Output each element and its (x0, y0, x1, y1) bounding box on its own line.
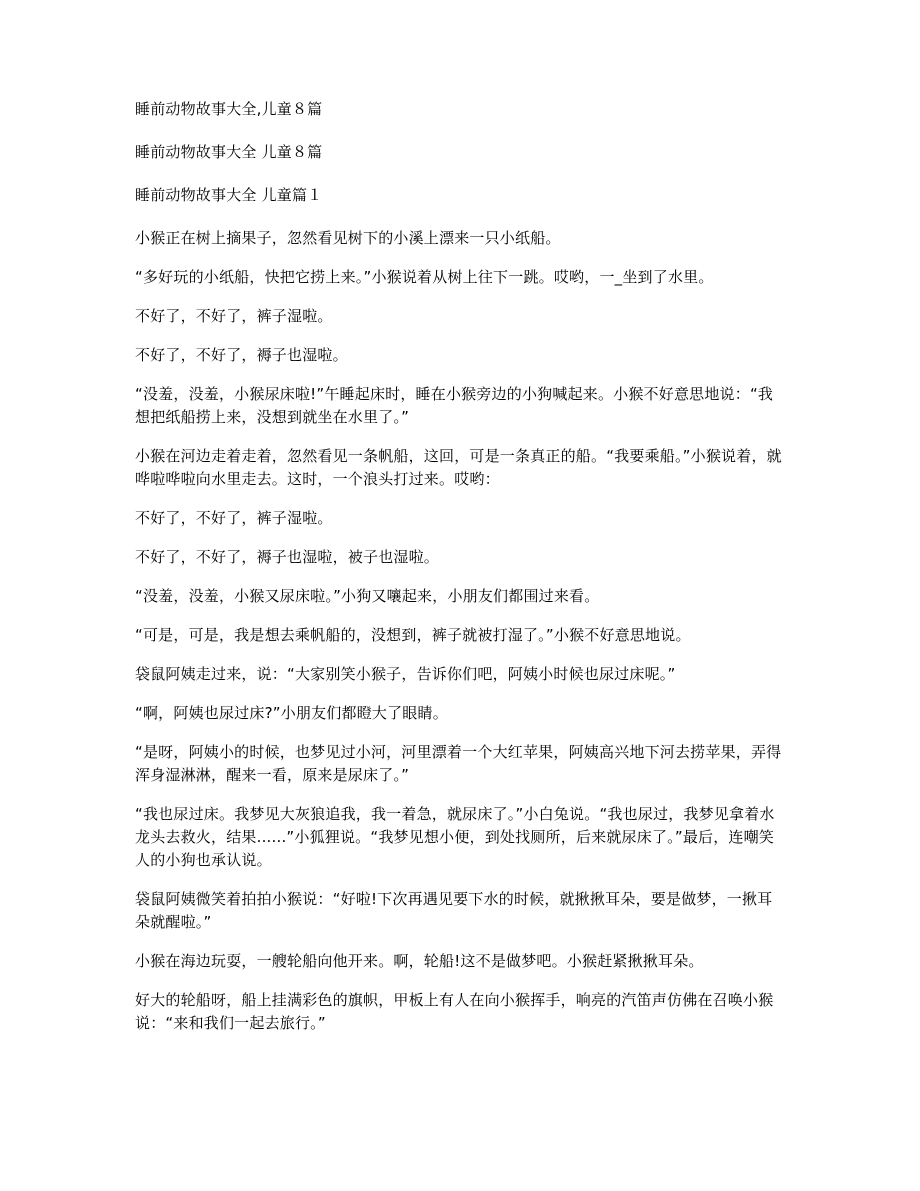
paragraph: “没羞，没羞，小猴又尿床啦。”小狗又嚷起来，小朋友们都围过来看。 (135, 587, 600, 605)
paragraph: “我也尿过床。我梦见大灰狼追我，我一着急，就尿床了。”小白兔说。“我也尿过，我梦见拿着水龙头去救火，结果......”小狐狸说。“我梦见想小便，到处找厕所，后来就尿床了。”最后，连嘲笑人的小狗也承认说。 (135, 805, 775, 869)
paragraph: 不好了，不好了，裤子湿啦。 (135, 509, 333, 527)
document-title: 睡前动物故事大全,儿童８篇 (135, 100, 323, 118)
document-subtitle: 睡前动物故事大全 儿童８篇 (135, 143, 323, 161)
paragraph: 不好了，不好了，裤子湿啦。 (135, 307, 333, 325)
paragraph: 袋鼠阿姨走过来，说：“大家别笑小猴子，告诉你们吧，阿姨小时候也尿过床呢。” (135, 665, 676, 683)
paragraph: 小猴在河边走着走着，忽然看见一条帆船，这回，可是一条真正的船。“我要乘船。”小猴说着，就哗啦哗啦向水里走去。这时，一个浪头打过来。哎哟： (135, 447, 782, 488)
paragraph: “啊，阿姨也尿过床?”小朋友们都瞪大了眼睛。 (135, 704, 448, 722)
paragraph: “可是，可是，我是想去乘帆船的，没想到，裤子就被打湿了。”小猴不好意思地说。 (135, 626, 691, 644)
story-heading: 睡前动物故事大全 儿童篇１ (135, 186, 323, 204)
paragraph: 小猴在海边玩耍，一艘轮船向他开来。啊，轮船!这不是做梦吧。小猴赶紧揪揪耳朵。 (135, 952, 704, 970)
paragraph: 小猴正在树上摘果子，忽然看见树下的小溪上漂来一只小纸船。 (135, 229, 561, 247)
document-page (135, 98, 787, 1051)
paragraph: 不好了，不好了，褥子也湿啦，被子也湿啦。 (135, 548, 440, 566)
paragraph: 袋鼠阿姨微笑着拍拍小猴说：“好啦!下次再遇见要下水的时候，就揪揪耳朵，要是做梦，一揪耳朵就醒啦。” (135, 890, 773, 931)
paragraph: “没羞，没羞，小猴尿床啦!”午睡起床时，睡在小猴旁边的小狗喊起来。小猴不好意思地说：“我想把纸船捞上来，没想到就坐在水里了。” (135, 385, 774, 426)
paragraph: “是呀，阿姨小的时候，也梦见过小河，河里漂着一个大红苹果，阿姨高兴地下河去捞苹果，弄得浑身湿淋淋，醒来一看，原来是尿床了。” (135, 743, 782, 784)
paragraph: 好大的轮船呀，船上挂满彩色的旗帜，甲板上有人在向小猴挥手，响亮的汽笛声仿佛在召唤小猴说：“来和我们一起去旅行。” (135, 991, 774, 1032)
paragraph: 不好了，不好了，褥子也湿啦。 (135, 346, 348, 364)
paragraph: “多好玩的小纸船，快把它捞上来。”小猴说着从树上往下一跳。哎哟，一_坐到了水里。 (135, 268, 714, 286)
